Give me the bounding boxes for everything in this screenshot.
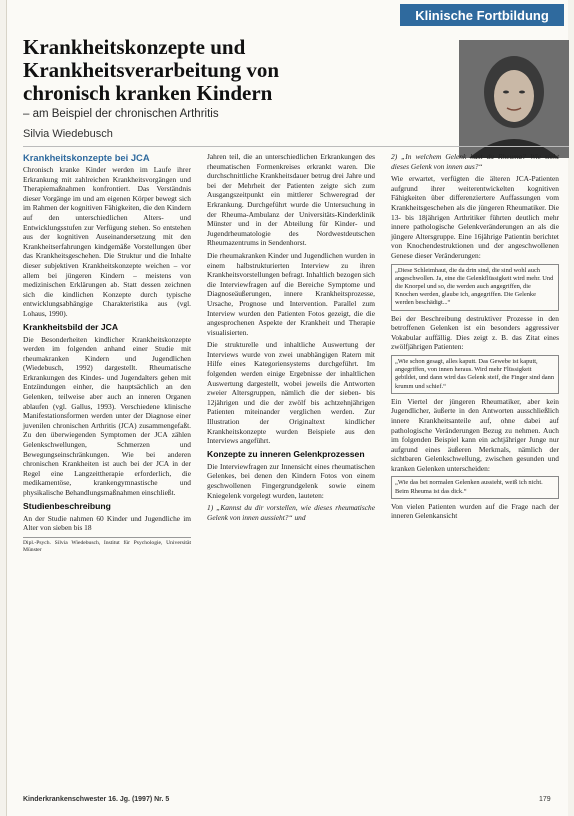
patient-quote: „Diese Schleimhaut, die da drin sind, die sind wohl auch angeschwollen. Ja, eine die Gelenkflüssigkeit wird mehr. Und die Knorpel und so, die werden auch angegriffen, die Knochen werden, glaube ich, angegriffen. Die Gelenke werden beschädigt...“ <box>391 264 559 311</box>
paragraph: Die rheumakranken Kinder und Jugendlichen wurden in einem halbstrukturierten Interview zu ihren Krankheitsvorstellungen befragt. Inhaltlich bezogen sich die Interviewfragen auf die Bereiche Symptome und Diagnoseäußerungen, innere Krankheitsprozesse, Ursache, Prognose und Intervention. Parallel zum Interview wurden den Patienten Fotos gezeigt, die die angesprochenen Aspekte der Krankheit und Therapie visualisierten. <box>207 250 375 337</box>
patient-quote: „Wie schon gesagt, alles kaputt. Das Gewebe ist kaputt, angegriffen, von innen heraus. Wird mehr Flüssigkeit gebildet, und dann wird das Gelenk steif, die Finger sind dann krumm und schief.“ <box>391 355 559 394</box>
paragraph: An der Studie nahmen 60 Kinder und Jugendliche im Alter von sieben bis 18 <box>23 513 191 533</box>
paragraph: Ein Viertel der jüngeren Rheumatiker, aber kein Jugendlicher, äußerte in den Antworten ausschließlich innere Krankheitsanteile auf, ohne dabei auf pathologische Veränderungen Bezug zu nehmen. Auch im folgenden Beispiel kann ein achtjähriger Junge nur aufgrund eines äußeren Merkmals, nämlich der sichtbaren Gelenkschwellung, zwischen gesunden und kranken Gelenken unterscheiden: <box>391 396 559 473</box>
article-subtitle: – am Beispiel der chronischen Arthritis <box>23 108 219 120</box>
column-1 <box>23 152 191 554</box>
section-heading: Krankheitsbild der JCA <box>23 321 119 332</box>
section-heading: Konzepte zu inneren Gelenkprozessen <box>207 448 365 459</box>
interview-question: 1) „Kannst du dir vorstellen, wie dieses rheumatische Gelenk von innen aussieht?“ und <box>207 503 375 522</box>
interview-question: 2) „In welchem Gelenk hast du Rheuma? Wie sieht dieses Gelenk von innen aus?“ <box>391 152 559 171</box>
paragraph: Von vielen Patienten wurden auf die Frage nach der inneren Gelenkansicht <box>391 501 559 521</box>
author-photo <box>459 40 569 158</box>
paragraph: Die strukturelle und inhaltliche Auswertung der Interviews wurde von zwei unabhängigen Ratern mit Hilfe eines Kategoriensystems durchgeführt. Im folgenden werden einige Ergebnisse der inhaltlichen Auswertung dargestellt, wobei jeweils die Antworten zweier Altersgruppen, nämlich die der sieben- bis 12jährigen und die der zwölf bis achtzehnjährigen Patienten miteinander verglichen werden. Zur Illustration der Originaltext kindlicher Krankheitskonzepte wurden Beispiele aus den Interviews angeführt. <box>207 340 375 446</box>
paragraph: Bei der Beschreibung destruktiver Prozesse in den betroffenen Gelenken ist ein besonders aggressiver Vokabular auffällig. Dies zeigt z. B. das Zitat eines zwölfjährigen Patienten: <box>391 313 559 352</box>
patient-quote: „Wie das bei normalen Gelenken aussieht, weiß ich nicht. Beim Rheuma ist das dick.“ <box>391 476 559 498</box>
paragraph: Chronisch kranke Kinder werden im Laufe ihrer Erkrankung mit zahlreichen Krankheitsvorgängen und Therapiemaßnahmen konfrontiert. Das Verständnis dieser Vorgänge im und am eigenen Körper bewegt sich im Rahmen der kognitiven Fähigkeiten, die den Kindern auf den unterschiedlichen Alters- und Entwicklungsstufen zur Verfügung stehen. So entstehen aus der kognitiven Auseinandersetzung mit den Krankheitserfahrungen kindgemäße Vorstellungen über das Krankheitsgeschehen. Die Struktur und die Inhalte dieser subjektiven Krankheitskonzepte weichen – vor allem bei jüngeren Kindern – meistens von medizinischen Erklärungen ab. Statt dessen zeichnen sich die kindlichen Konzepte durch typische entwicklungsabhängige Charakteristika aus (vgl. Lohaus, 1990). <box>23 165 191 318</box>
author-portrait-image <box>459 40 569 158</box>
header-divider <box>23 146 569 147</box>
article-author: Silvia Wiedebusch <box>23 128 113 140</box>
page-number: 179 <box>539 796 551 803</box>
column-3 <box>391 152 559 524</box>
paragraph: Wie erwartet, verfügten die älteren JCA-Patienten aufgrund ihrer weiterentwickelten kognitiven Fähigkeiten über differenziertere Auffassungen vom Krankheitsgeschehen als die jüngeren Rheumatiker. Die 13- bis 18jährigen Arthritiker führten deutlich mehr innere pathologische Gelenkveränderungen an als die jüngere Altersgruppe. Eine 16jährige Patientin berichtet von Knochendestruktionen und der angeschwollenen Genese dieser Veränderungen: <box>391 174 559 260</box>
section-heading: Krankheitskonzepte bei JCA <box>23 152 150 163</box>
journal-page <box>6 0 568 816</box>
article-title: Krankheitskonzepte und Krankheitsverarbeitung von chronisch kranken Kindern <box>23 35 280 105</box>
journal-footer: Kinderkrankenschwester 16. Jg. (1997) Nr. 5 <box>23 796 170 803</box>
author-footnote: Dipl.-Psych. Silvia Wiedebusch, Institut für Psychologie, Universität Münster <box>23 537 191 554</box>
paragraph: Jahren teil, die an unterschiedlichen Erkrankungen des rheumatischen Formenkreises erkrankt waren. Die durchschnittliche Krankheitsdauer betrug drei Jahre und bei der Mehrheit der Patienten zeigte sich zum Ausgangszeitpunkt ein mittlerer Schweregrad der Erkrankung. Durchgeführt wurde die Untersuchung in der Rheuma-Ambulanz der Universitäts-Kinderklinik Münster und in der Abteilung für Kinder- und Jugendrheumatologie des Nordwestdeutschen Rheumazentrums in Sendenhorst. <box>207 152 375 248</box>
paragraph: Die Interviewfragen zur Innensicht eines rheumatischen Gelenkes, bei denen den Kindern Fotos von einem geschwollenen Fingergrundgelenk sowie einem Kniegelenk vorgelegt wurden, lauteten: <box>207 461 375 500</box>
paragraph: Die Besonderheiten kindlicher Krankheitskonzepte werden im folgenden anhand einer Studie mit rheumakranken Kindern und Jugendlichen (Wiedebusch, 1992) dargestellt. Rheumatische Erkrankungen des Kindes- und Jugendalters gehen mit Entzündungen einher, die hauptsächlich an den Gelenken, teilweise aber auch an inneren Organen ablaufen (vgl. Gallus, 1993). Verschiedene klinische Manifestationsformen werden unter der Diagnose einer juvenilen chronischen Arthritis (JCA) zusammengefaßt. Zu den überwiegenden Symptomen der JCA zählen Gelenkschwellungen, Schmerzen und Bewegungseinschränkungen. Wie bei anderen chronischen Krankheiten ist auch bei der JCA in der Regel eine Langzeittherapie erforderlich, die medikamentöse, krankengymnastische und physikalische Behandlungsmaßnahmen einschließt. <box>23 334 191 497</box>
column-2 <box>207 152 375 525</box>
section-banner: Klinische Fortbildung <box>400 4 564 26</box>
section-heading: Studienbeschreibung <box>23 500 111 511</box>
